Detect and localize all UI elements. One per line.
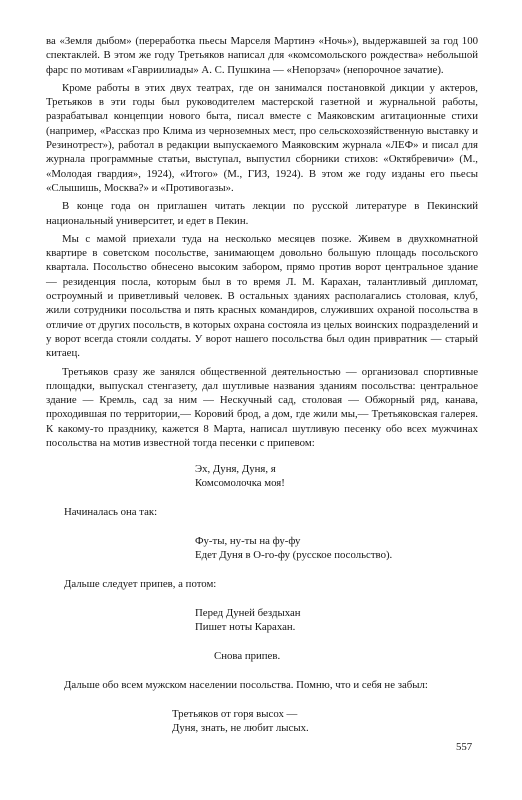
body-text <box>46 34 478 735</box>
verse-line: Комсомолочка моя! <box>195 477 285 490</box>
song-opening-verse <box>195 534 478 562</box>
song-intro-label: Начиналась она так: <box>64 506 158 519</box>
paragraph: В конце года он приглашен читать лекции по русской литературе в Пекинский национальный университет, и едет в Пекин. <box>46 200 478 227</box>
verse-line: Едет Дуня в О-го-фу (русское посольство). <box>195 549 393 562</box>
paragraph-continued: ва «Земля дыбом» (переработка пьесы Марселя Мартинэ «Ночь»), выдержавшей за год 100 спектаклей. В этом же году Третьяков написал для «комсомольского рождества» небольшой фарс по мотивам «Гавриилиады» А. С. Пушкина — «Непорзач» (непорочное зачатие). <box>46 35 478 76</box>
song-last-label: Дальше обо всем мужском населении посольства. Помню, что и себя не забыл: <box>64 679 428 692</box>
verse-line: Перед Дуней бездыхан <box>195 607 301 620</box>
verse-line: Третьяков от горя высох — <box>172 708 298 721</box>
paragraph: Мы с мамой приехали туда на несколько месяцев позже. Живем в двухкомнатной квартире в советском посольстве, занимающем довольно большую площадь посольского квартала. Посольство обнесено высоким забором, прямо против ворот центральное здание — резиденция посла, которым был в то время Л. М. Карахан, талантливый дипломат, остроумный и приветливый человек. В остальных зданиях располагались столовая, клуб, жили сотрудники посольства и пять красных командиров, служивших охраной посольства в отличие от других посольств, в которых охрана состояла из целых воинских подразделений и у ворот всегда стояли солдаты. У ворот нашего посольства был один привратник — старый китаец. <box>46 232 478 360</box>
chorus-repeat-note: Снова припев. <box>214 650 281 663</box>
verse-line: Эх, Дуня, Дуня, я <box>195 463 276 476</box>
page-number: 557 <box>456 741 473 753</box>
song-next-label: Дальше следует припев, а потом: <box>64 578 217 591</box>
song-last-verse <box>172 707 478 735</box>
verse-line: Пишет ноты Карахан. <box>195 621 296 634</box>
verse-line: Дуня, знать, не любит лысых. <box>172 722 309 735</box>
paragraph: Кроме работы в этих двух театрах, где он занимался постановкой дикции у актеров, Третьяков в эти годы был руководителем мастерской газетной и журнальной работы, разрабатывал концепции нового быта, писал вместе с Маяковским агитационные стихи (например, «Рассказ про Клима из черноземных мест, про сельскохозяйственную выставку и Резинотрест»), работал в редакции выпускаемого Маяковским журнала «ЛЕФ» и писал для журнала программные статьи, выступал, выпустил сборники стихов: «Октябревичи» (М., «Молодая гвардия», 1924), «Итого» (М., ГИЗ, 1924). В этом же году изданы его пьесы «Слышишь, Москва?» и «Противогазы». <box>46 81 478 194</box>
paragraph: Третьяков сразу же занялся общественной деятельностью — организовал спортивные площадки, выпускал стенгазету, дал шутливые названия зданиям посольства: центральное здание — Кремль, сад за ним — Нескучный сад, столовая — Обжорный ряд, канава, проходившая по территории,— Коровий брод, а дом, где жили мы,— Третьяковская галерея. К какому-то празднику, кажется 8 Марта, написал шутливую песенку обо всех мужчинах посольства на мотив известной тогда песенки с припевом: <box>46 365 478 450</box>
song-chorus <box>195 462 478 490</box>
song-second-verse <box>195 606 478 634</box>
verse-line: Фу-ты, ну-ты на фу-фу <box>195 535 301 548</box>
